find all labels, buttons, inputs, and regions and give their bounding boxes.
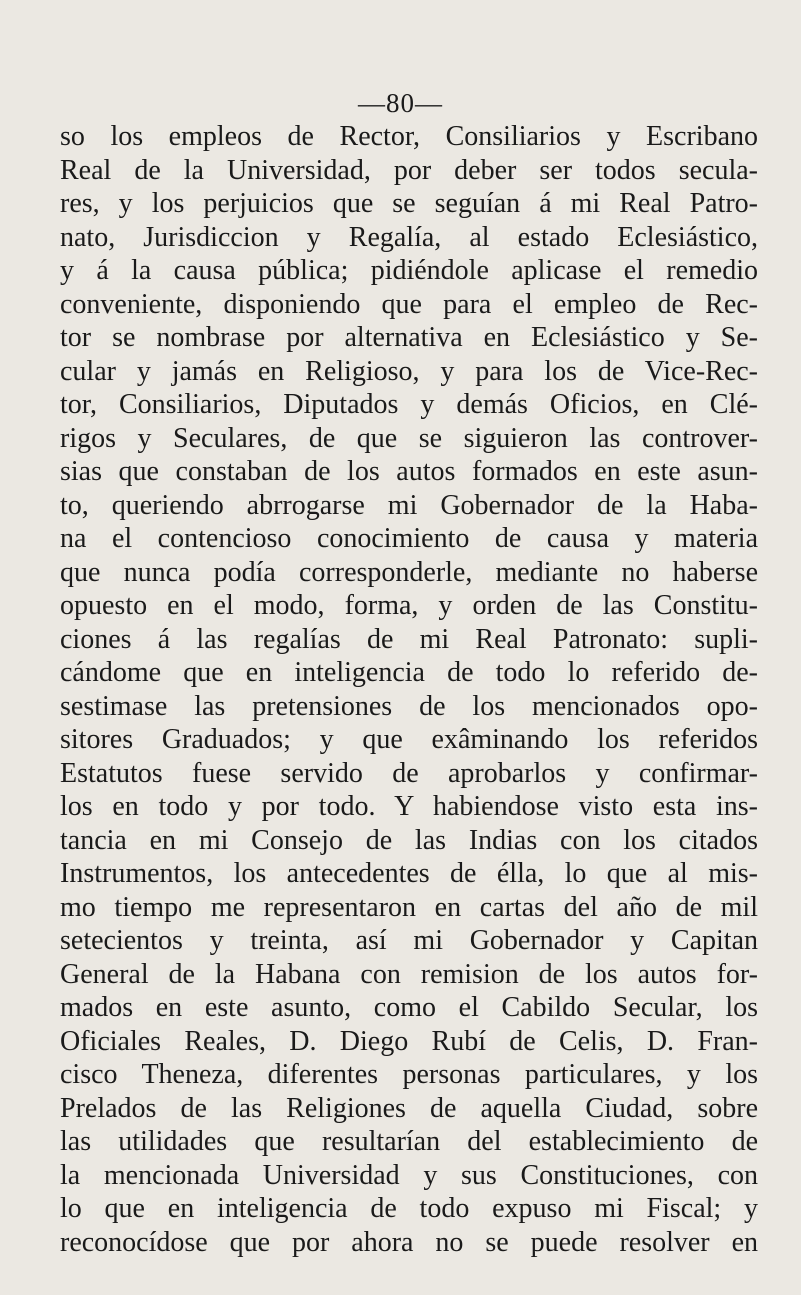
text-line: Estatutos fuese servido de aprobarlos y confirmar- <box>60 757 758 789</box>
text-line: sias que constaban de los autos formados en este asun- <box>60 456 758 487</box>
text-line: so los empleos de Rector, Consiliarios y Escribano <box>60 121 758 152</box>
text-line: que nunca podía corresponderle, mediante no haberse <box>60 556 758 588</box>
text-line: lo que en inteligencia de todo expuso mi Fiscal; y <box>60 1193 758 1224</box>
text-line: las utilidades que resultarían del establecimiento de <box>60 1126 758 1157</box>
text-line: Oficiales Reales, D. Diego Rubí de Celis, D. Fran- <box>60 1025 758 1057</box>
text-line: cándome que en inteligencia de todo lo referido de- <box>60 657 758 688</box>
text-line: tor se nombrase por alternativa en Eclesiástico y Se- <box>60 322 758 353</box>
text-line: rigos y Seculares, de que se siguieron las controver- <box>60 422 758 454</box>
text-line: cisco Theneza, diferentes personas particulares, y los <box>60 1059 758 1090</box>
text-line: cular y jamás en Religioso, y para los de Vice-Rec- <box>60 355 758 387</box>
text-line: mo tiempo me representaron en cartas del año de mil <box>60 891 758 923</box>
text-line: to, queriendo abrrogarse mi Gobernador de la Haba- <box>60 489 758 521</box>
text-line: mados en este asunto, como el Cabildo Secular, los <box>60 992 758 1023</box>
text-line: Real de la Universidad, por deber ser todos secula- <box>60 154 758 186</box>
text-line: setecientos y treinta, así mi Gobernador y Capitan <box>60 925 758 956</box>
text-line: los en todo y por todo. Y habiendose visto esta ins- <box>60 791 758 822</box>
text-line: la mencionada Universidad y sus Constituciones, con <box>60 1159 758 1191</box>
text-line: conveniente, disponiendo que para el empleo de Rec- <box>60 288 758 320</box>
text-line: tancia en mi Consejo de las Indias con los citados <box>60 824 758 856</box>
text-line: tor, Consiliarios, Diputados y demás Oficios, en Clé- <box>60 389 758 420</box>
text-line: reconocídose que por ahora no se puede resolver en <box>60 1226 758 1258</box>
text-line: sestimase las pretensiones de los mencionados opo- <box>60 690 758 722</box>
text-line: opuesto en el modo, forma, y orden de las Constitu- <box>60 590 758 621</box>
text-line: sitores Graduados; y que exâminando los referidos <box>60 724 758 755</box>
text-line: nato, Jurisdiccion y Regalía, al estado Eclesiástico, <box>60 221 758 253</box>
text-line: res, y los perjuicios que se seguían á mi Real Patro- <box>60 188 758 219</box>
text-line: Prelados de las Religiones de aquella Ciudad, sobre <box>60 1092 758 1124</box>
text-line: ciones á las regalías de mi Real Patronato: supli- <box>60 623 758 655</box>
text-line: na el contencioso conocimiento de causa y materia <box>60 523 758 554</box>
text-line: Instrumentos, los antecedentes de élla, lo que al mis- <box>60 858 758 889</box>
text-line: General de la Habana con remision de los autos for- <box>60 958 758 990</box>
text-line: y á la causa pública; pidiéndole aplicase el remedio <box>60 255 758 286</box>
page-number: —80— <box>358 88 443 118</box>
body-text <box>60 120 758 1259</box>
